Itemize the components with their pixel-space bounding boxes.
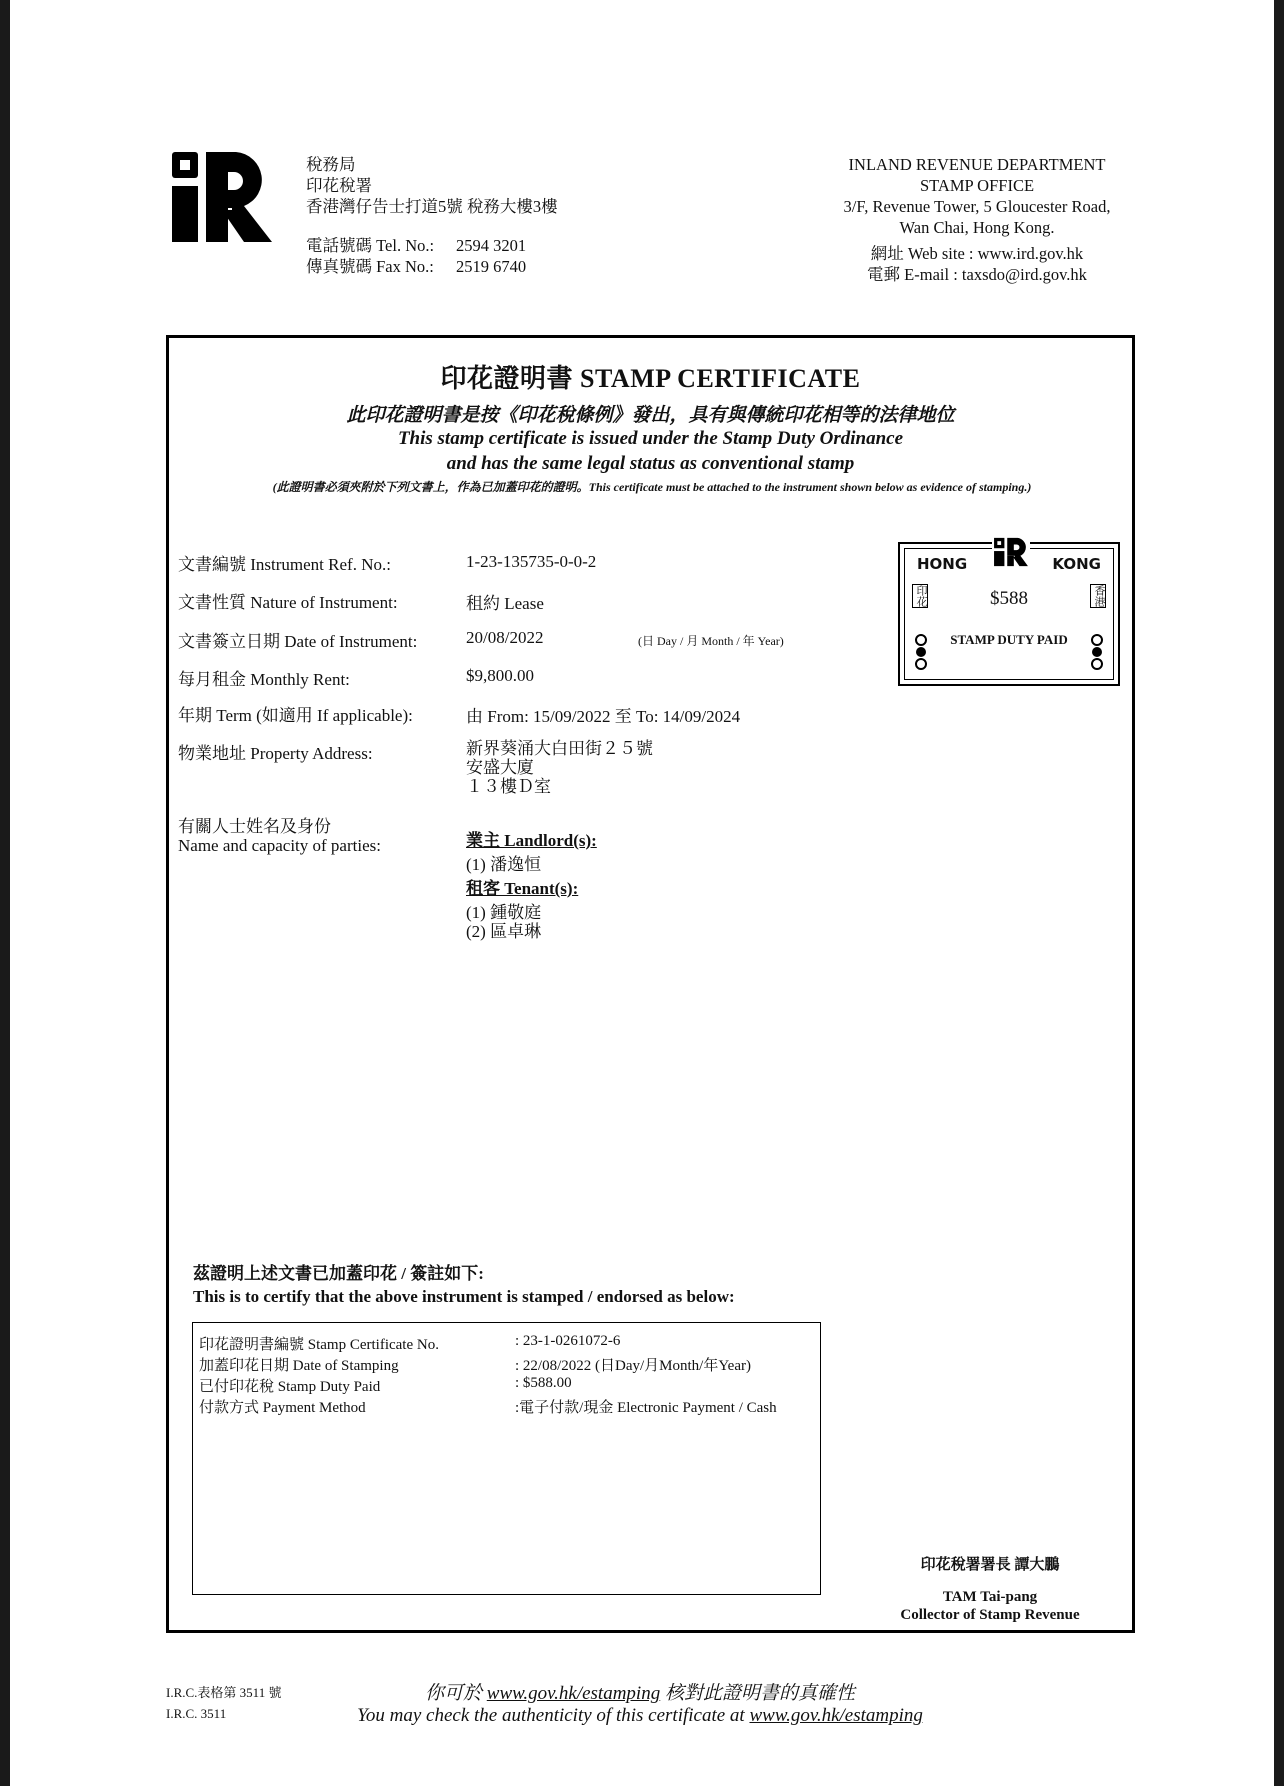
- property-address-label: 物業地址 Property Address:: [178, 744, 373, 763]
- dept-name-zh: 稅務局: [306, 155, 356, 174]
- office-address-en: [818, 154, 1136, 285]
- date-format-hint: (日 Day / 月 Month / 年 Year): [638, 634, 784, 648]
- stamp-right-chars: 香港: [1090, 584, 1106, 608]
- estamping-link[interactable]: www.gov.hk/estamping: [486, 1683, 661, 1704]
- nature-value: 租約 Lease: [466, 594, 544, 613]
- cert-no-row: 印花證明書編號 Stamp Certificate No. : 23-1-0261072-6: [199, 1333, 621, 1353]
- tenant-name: (1) 鍾敬庭: [466, 903, 542, 922]
- street-address-zh: 香港灣仔告士打道5號 稅務大樓3樓: [306, 197, 558, 216]
- parties-label: 有關人士姓名及身份 Name and capacity of parties:: [178, 817, 381, 855]
- address-line: 安盛大廈: [466, 758, 534, 777]
- office-name-zh: 印花稅署: [306, 176, 372, 195]
- fax-row: 傳真號碼 Fax No.: 2519 6740: [306, 257, 527, 276]
- monthly-rent-value: $9,800.00: [466, 666, 534, 685]
- stamp-ornament-right-icon: [1088, 634, 1106, 674]
- certify-zh: 茲證明上述文書已加蓋印花 / 簽註如下:: [193, 1264, 484, 1283]
- signatory-zh: 印花稅署署長 譚大鵬: [920, 1557, 1060, 1573]
- stamp-date-row: 加蓋印花日期 Date of Stamping : 22/08/2022 (日Day/月Month/年Year): [199, 1354, 399, 1375]
- instrument-ref-value: 1-23-135735-0-0-2: [466, 552, 597, 571]
- street-address-en: 3/F, Revenue Tower, 5 Gloucester Road,: [843, 197, 1111, 216]
- instrument-date-label: 文書簽立日期 Date of Instrument:: [178, 632, 418, 651]
- form-number: I.R.C.表格第 3511 號 I.R.C. 3511: [166, 1685, 282, 1721]
- stamping-details-box: [192, 1322, 821, 1595]
- stamp-date-value: : 22/08/2022 (日Day/月Month/年Year): [515, 1358, 751, 1374]
- cert-no-value: : 23-1-0261072-6: [515, 1333, 621, 1349]
- subtitle-zh: 此印花證明書是按《印花稅條例》發出，具有與傳統印花相等的法律地位: [346, 405, 955, 426]
- tenant-name: (2) 區卓琳: [466, 922, 542, 941]
- city-en: Wan Chai, Hong Kong.: [899, 218, 1055, 237]
- dept-name-en: INLAND REVENUE DEPARTMENT: [848, 155, 1106, 174]
- verify-note-en: You may check the authenticity of this certificate at www.gov.hk/estamping: [357, 1705, 923, 1726]
- stamp-kong: KONG: [1052, 555, 1101, 573]
- tel-row: 電話號碼 Tel. No.: 2594 3201: [306, 236, 527, 255]
- fax-number: 2519 6740: [456, 257, 527, 276]
- tenant-heading: 租客 Tenant(s):: [466, 879, 579, 898]
- email-link[interactable]: 電郵 E-mail : taxsdo@ird.gov.hk: [867, 265, 1087, 284]
- landlord-name: (1) 潘逸恒: [466, 855, 542, 874]
- office-name-en: STAMP OFFICE: [919, 176, 1035, 195]
- signatory-name: TAM Tai-pang: [942, 1589, 1038, 1605]
- certify-en: This is to certify that the above instrument is stamped / endorsed as below:: [193, 1287, 735, 1306]
- ird-logo: [172, 150, 272, 242]
- estamping-link[interactable]: www.gov.hk/estamping: [749, 1705, 923, 1726]
- landlord-heading: 業主 Landlord(s):: [466, 831, 597, 850]
- duty-paid-value: : $588.00: [515, 1375, 572, 1391]
- stamp-label: STAMP DUTY PAID: [950, 632, 1068, 647]
- certify-statement: [193, 1262, 735, 1308]
- parties-value: [466, 826, 597, 941]
- term-value: 由 From: 15/09/2022 至 To: 14/09/2024: [466, 707, 741, 726]
- subtitle-en-2: and has the same legal status as conventional stamp: [446, 453, 855, 474]
- payment-method-value: :電子付款/現金 Electronic Payment / Cash: [515, 1400, 777, 1416]
- signatory: [860, 1556, 1120, 1624]
- term-label: 年期 Term (如適用 If applicable):: [178, 706, 413, 725]
- stamp-ornament-left-icon: [912, 634, 930, 674]
- stamp-duty-paid-seal: [898, 542, 1120, 686]
- subtitle-en-1: This stamp certificate is issued under the Stamp Duty Ordinance: [397, 428, 904, 449]
- property-address-value: [466, 739, 653, 796]
- verify-note-zh: 你可於 www.gov.hk/estamping 核對此證明書的真確性: [425, 1683, 855, 1704]
- address-line: 新界葵涌大白田街２５號: [466, 739, 653, 758]
- address-line: １３樓Ｄ室: [466, 777, 551, 796]
- certificate-title: 印花證明書 STAMP CERTIFICATE: [440, 364, 861, 393]
- attachment-note: (此證明書必須夾附於下列文書上，作為已加蓋印花的證明。This certificate must be attached to the instrument shown below as evidence of stamping.): [272, 480, 1032, 494]
- duty-paid-row: 已付印花稅 Stamp Duty Paid : $588.00: [199, 1375, 572, 1395]
- stamp-left-chars: 印花: [912, 584, 928, 608]
- instrument-date-value: 20/08/2022: [466, 628, 544, 647]
- stamp-hong: HONG: [917, 555, 968, 573]
- monthly-rent-label: 每月租金 Monthly Rent:: [178, 670, 350, 689]
- nature-label: 文書性質 Nature of Instrument:: [178, 593, 398, 612]
- scan-edge-right: [1274, 0, 1284, 1786]
- signatory-title: Collector of Stamp Revenue: [900, 1607, 1080, 1623]
- stamp-amount: $588: [990, 588, 1028, 609]
- office-address-zh: [306, 154, 558, 277]
- payment-method-row: 付款方式 Payment Method :電子付款/現金 Electronic Payment / Cash: [199, 1396, 366, 1417]
- website-link[interactable]: 網址 Web site : www.ird.gov.hk: [870, 244, 1084, 263]
- stamp-ir-logo: [992, 536, 1030, 568]
- instrument-ref-label: 文書編號 Instrument Ref. No.:: [178, 555, 391, 574]
- scan-edge-left: [0, 0, 10, 1786]
- tel-number: 2594 3201: [456, 236, 527, 255]
